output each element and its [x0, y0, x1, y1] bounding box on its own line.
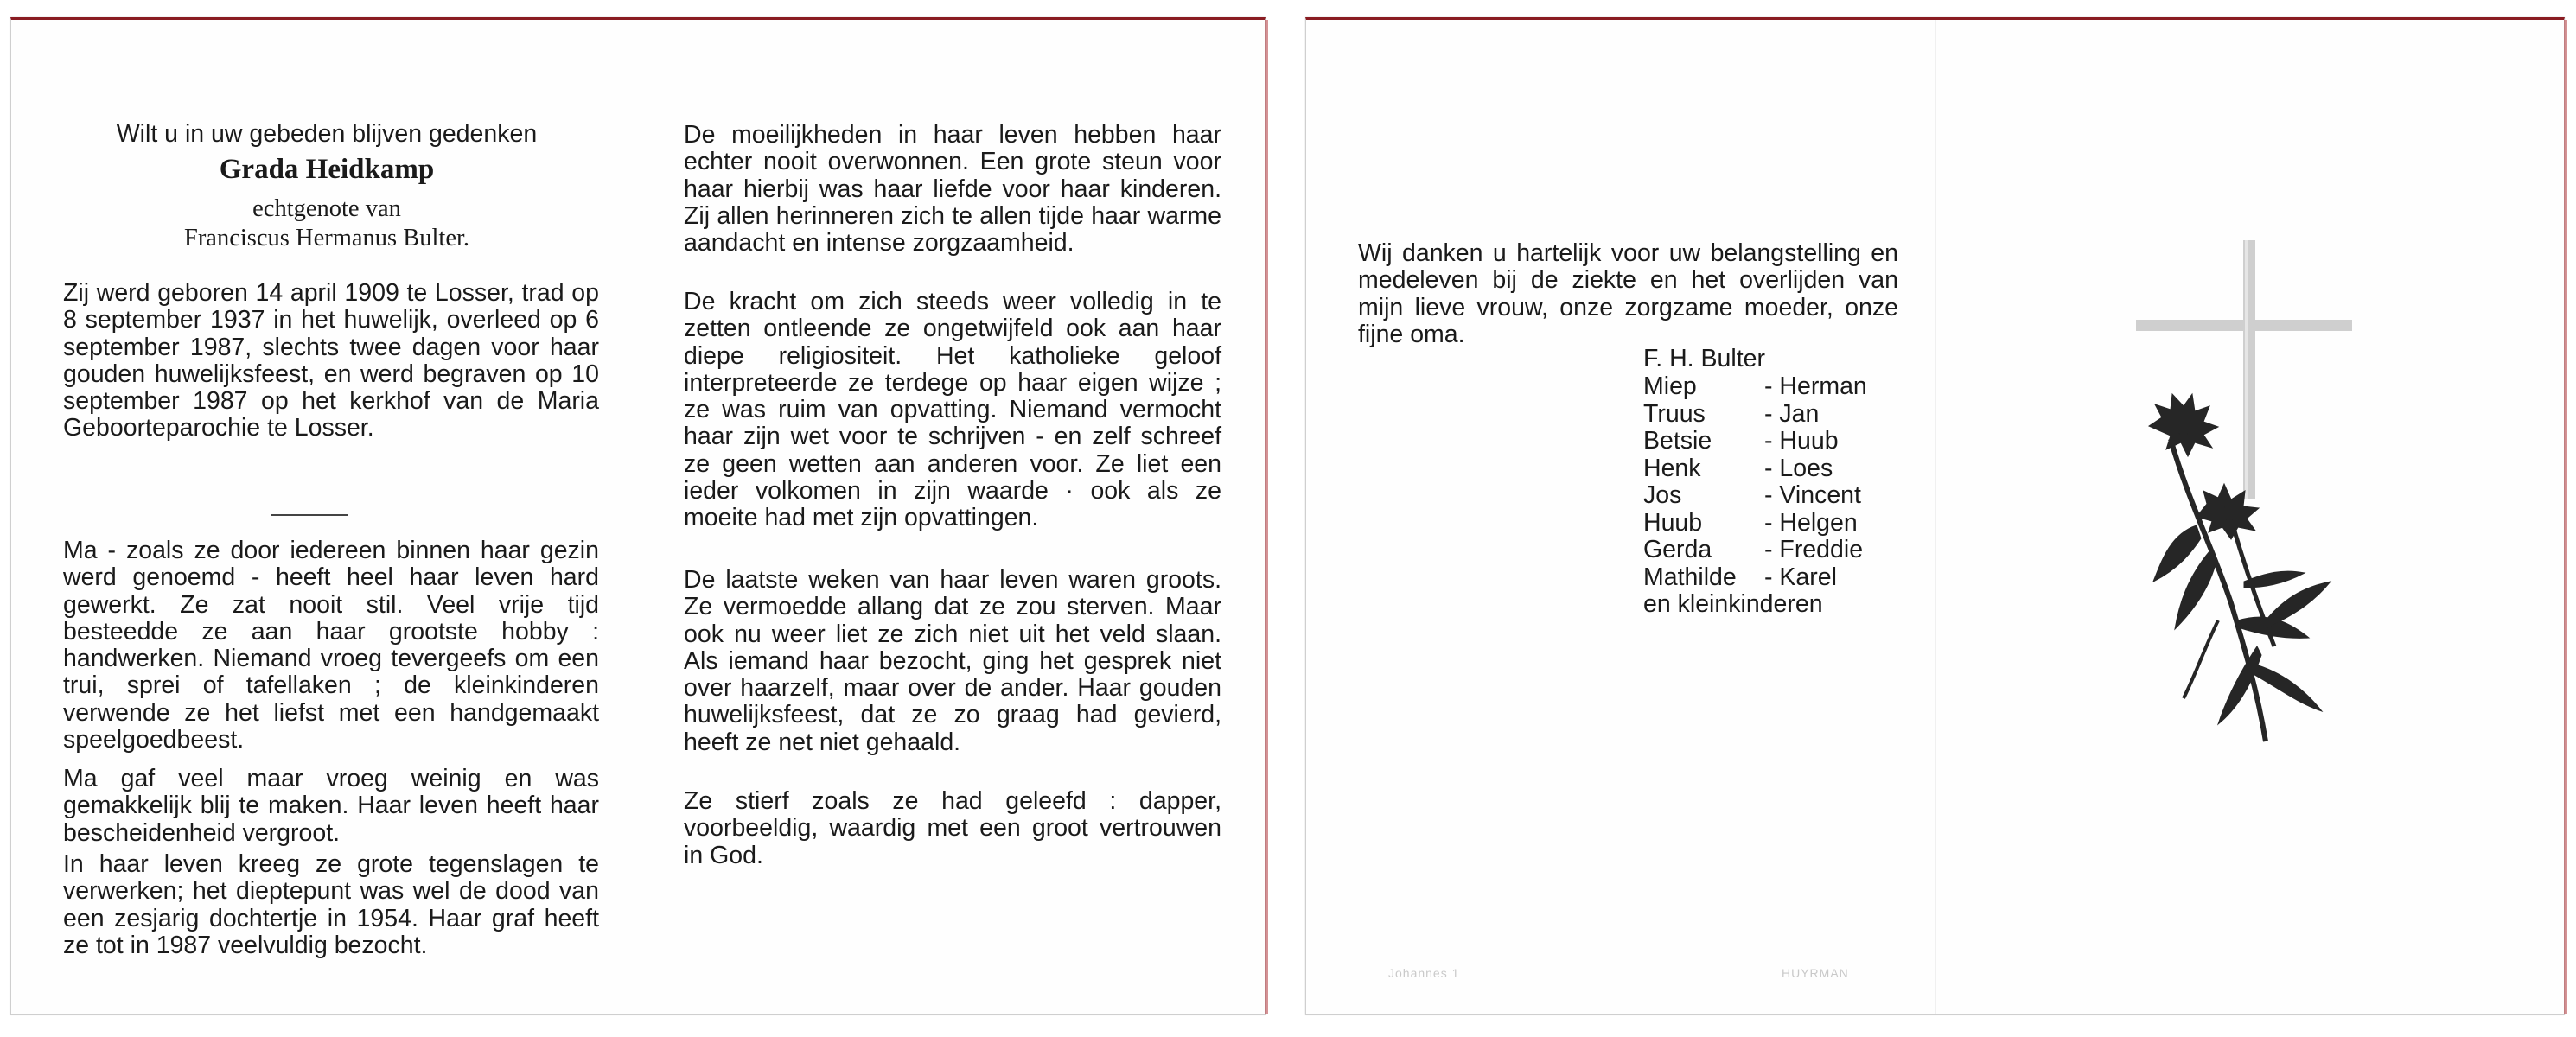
right-column-paragraph-4: Ze stierf zoals ze had geleefd : dapper, voorbeeldig, waardig met een groot vertrouwen in God. [684, 787, 1221, 869]
signer-name: F. H. Bulter [1643, 345, 1765, 372]
family-member: Betsie [1643, 427, 1712, 455]
cross-icon [2136, 240, 2395, 750]
family-member: Huub [1643, 508, 1703, 537]
family-list [1643, 373, 1894, 619]
family-row [1643, 455, 1894, 483]
family-partner: - Jan [1764, 399, 1820, 428]
life-paragraph-2: Ma gaf veel maar vroeg weinig en was gemakkelijk blij te maken. Haar leven heeft haar bescheidenheid vergroot. [63, 765, 599, 847]
family-member: Truus [1643, 399, 1706, 428]
intro-text: Wilt u in uw gebeden blijven gedenken [116, 120, 538, 148]
biography-paragraph: Zij werd geboren 14 april 1909 te Losser, trad op 8 september 1937 in het huwelijk, overleed op 6 september 1987, slechts twee dagen voor haar gouden huwelijksfeest, en werd begraven op 10 september 1987 op het kerkhof van de Maria Geboorteparochie te Losser. [63, 279, 599, 442]
right-column-paragraph-1: De moeilijkheden in haar leven hebben haar echter nooit overwonnen. Een grote steun voor haar hierbij was haar liefde voor haar kinderen. Zij allen herinneren zich te allen tijde haar warme aandacht en intense zorgzaamheid. [684, 121, 1221, 258]
family-row [1643, 401, 1894, 429]
memorial-card-back [1305, 17, 2565, 1015]
grandchildren-text: en kleinkinderen [1643, 590, 1823, 618]
family-member: Henk [1643, 454, 1701, 482]
life-paragraph-1: Ma - zoals ze door iedereen binnen haar gezin werd genoemd - heeft heel haar leven hard gewerkt. Ze zat nooit stil. Veel vrije tijd besteedde ze aan haar grootste hobby : handwerken. Niemand vroeg tevergeefs om een trui, sprei of tafellaken ; de kleinkinderen verwende ze het liefst met een handgemaakt speelgoedbeest. [63, 537, 599, 754]
family-member: Mathilde [1643, 563, 1737, 591]
family-partner: - Helgen [1764, 508, 1858, 537]
family-row [1643, 482, 1894, 510]
life-paragraph-3: In haar leven kreeg ze grote tegenslagen te verwerken; het dieptepunt was wel de dood van een zesjarig dochtertje in 1954. Haar graf heeft ze tot in 1987 veelvuldig bezocht. [63, 850, 599, 959]
divider [271, 514, 348, 516]
family-row [1643, 510, 1894, 538]
family-member: Gerda [1643, 536, 1712, 563]
family-partner: - Freddie [1764, 536, 1864, 563]
flower-illustration [2149, 394, 2331, 741]
card-edge [2564, 20, 2567, 1014]
family-row [1643, 537, 1894, 564]
family-row [1643, 564, 1894, 592]
right-column-paragraph-2: De kracht om zich steeds weer volledig in te zetten ontleende ze ongetwijfeld ook aan haar diepe religiositeit. Het katholieke geloof interpreteerde ze terdege op haar eigen wijze ; ze was ruim van opvatting. Niemand vermocht haar zijn wet voor te schrijven - en zelf schreef ze geen wetten aan anderen voor. Ze liet een ieder volkomen in zijn waarde · ook als ze moeite had met zijn opvattingen. [684, 288, 1221, 532]
right-column-paragraph-3: De laatste weken van haar leven waren groots. Ze vermoedde allang dat ze zou sterven. Maar ook nu weer liet ze zich niet uit het veld slaan. Als iemand haar bezocht, ging het gesprek niet over haarzelf, maar over de ander. Haar gouden huwelijksfeest, dat ze zo graag had gevierd, heeft ze net niet gehaald. [684, 566, 1221, 756]
family-row [1643, 428, 1894, 455]
spouse-prefix: echtgenote van [252, 195, 401, 222]
card-edge [1265, 20, 1268, 1014]
family-partner: - Loes [1764, 454, 1833, 482]
thanks-text: Wij danken u hartelijk voor uw belangstelling en medeleven bij de ziekte en het overlijden van mijn lieve vrouw, onze zorgzame moeder, onze fijne oma. [1358, 239, 1898, 348]
spouse-name: Franciscus Hermanus Bulter. [183, 225, 470, 251]
family-partner: - Huub [1764, 427, 1839, 455]
family-member: Miep [1643, 372, 1697, 400]
memorial-card-inside [10, 17, 1266, 1015]
family-partner: - Vincent [1764, 481, 1861, 509]
deceased-name: Grada Heidkamp [219, 154, 435, 185]
family-partner: - Karel [1764, 563, 1837, 591]
family-member: Jos [1643, 481, 1682, 509]
imprint-right: HUYRMAN [1782, 966, 1849, 980]
family-partner: - Herman [1764, 372, 1867, 400]
family-row [1643, 373, 1894, 401]
grandchildren-row [1643, 591, 1894, 619]
card-fold [1935, 20, 1936, 1014]
imprint-left: Johannes 1 [1388, 966, 1460, 980]
